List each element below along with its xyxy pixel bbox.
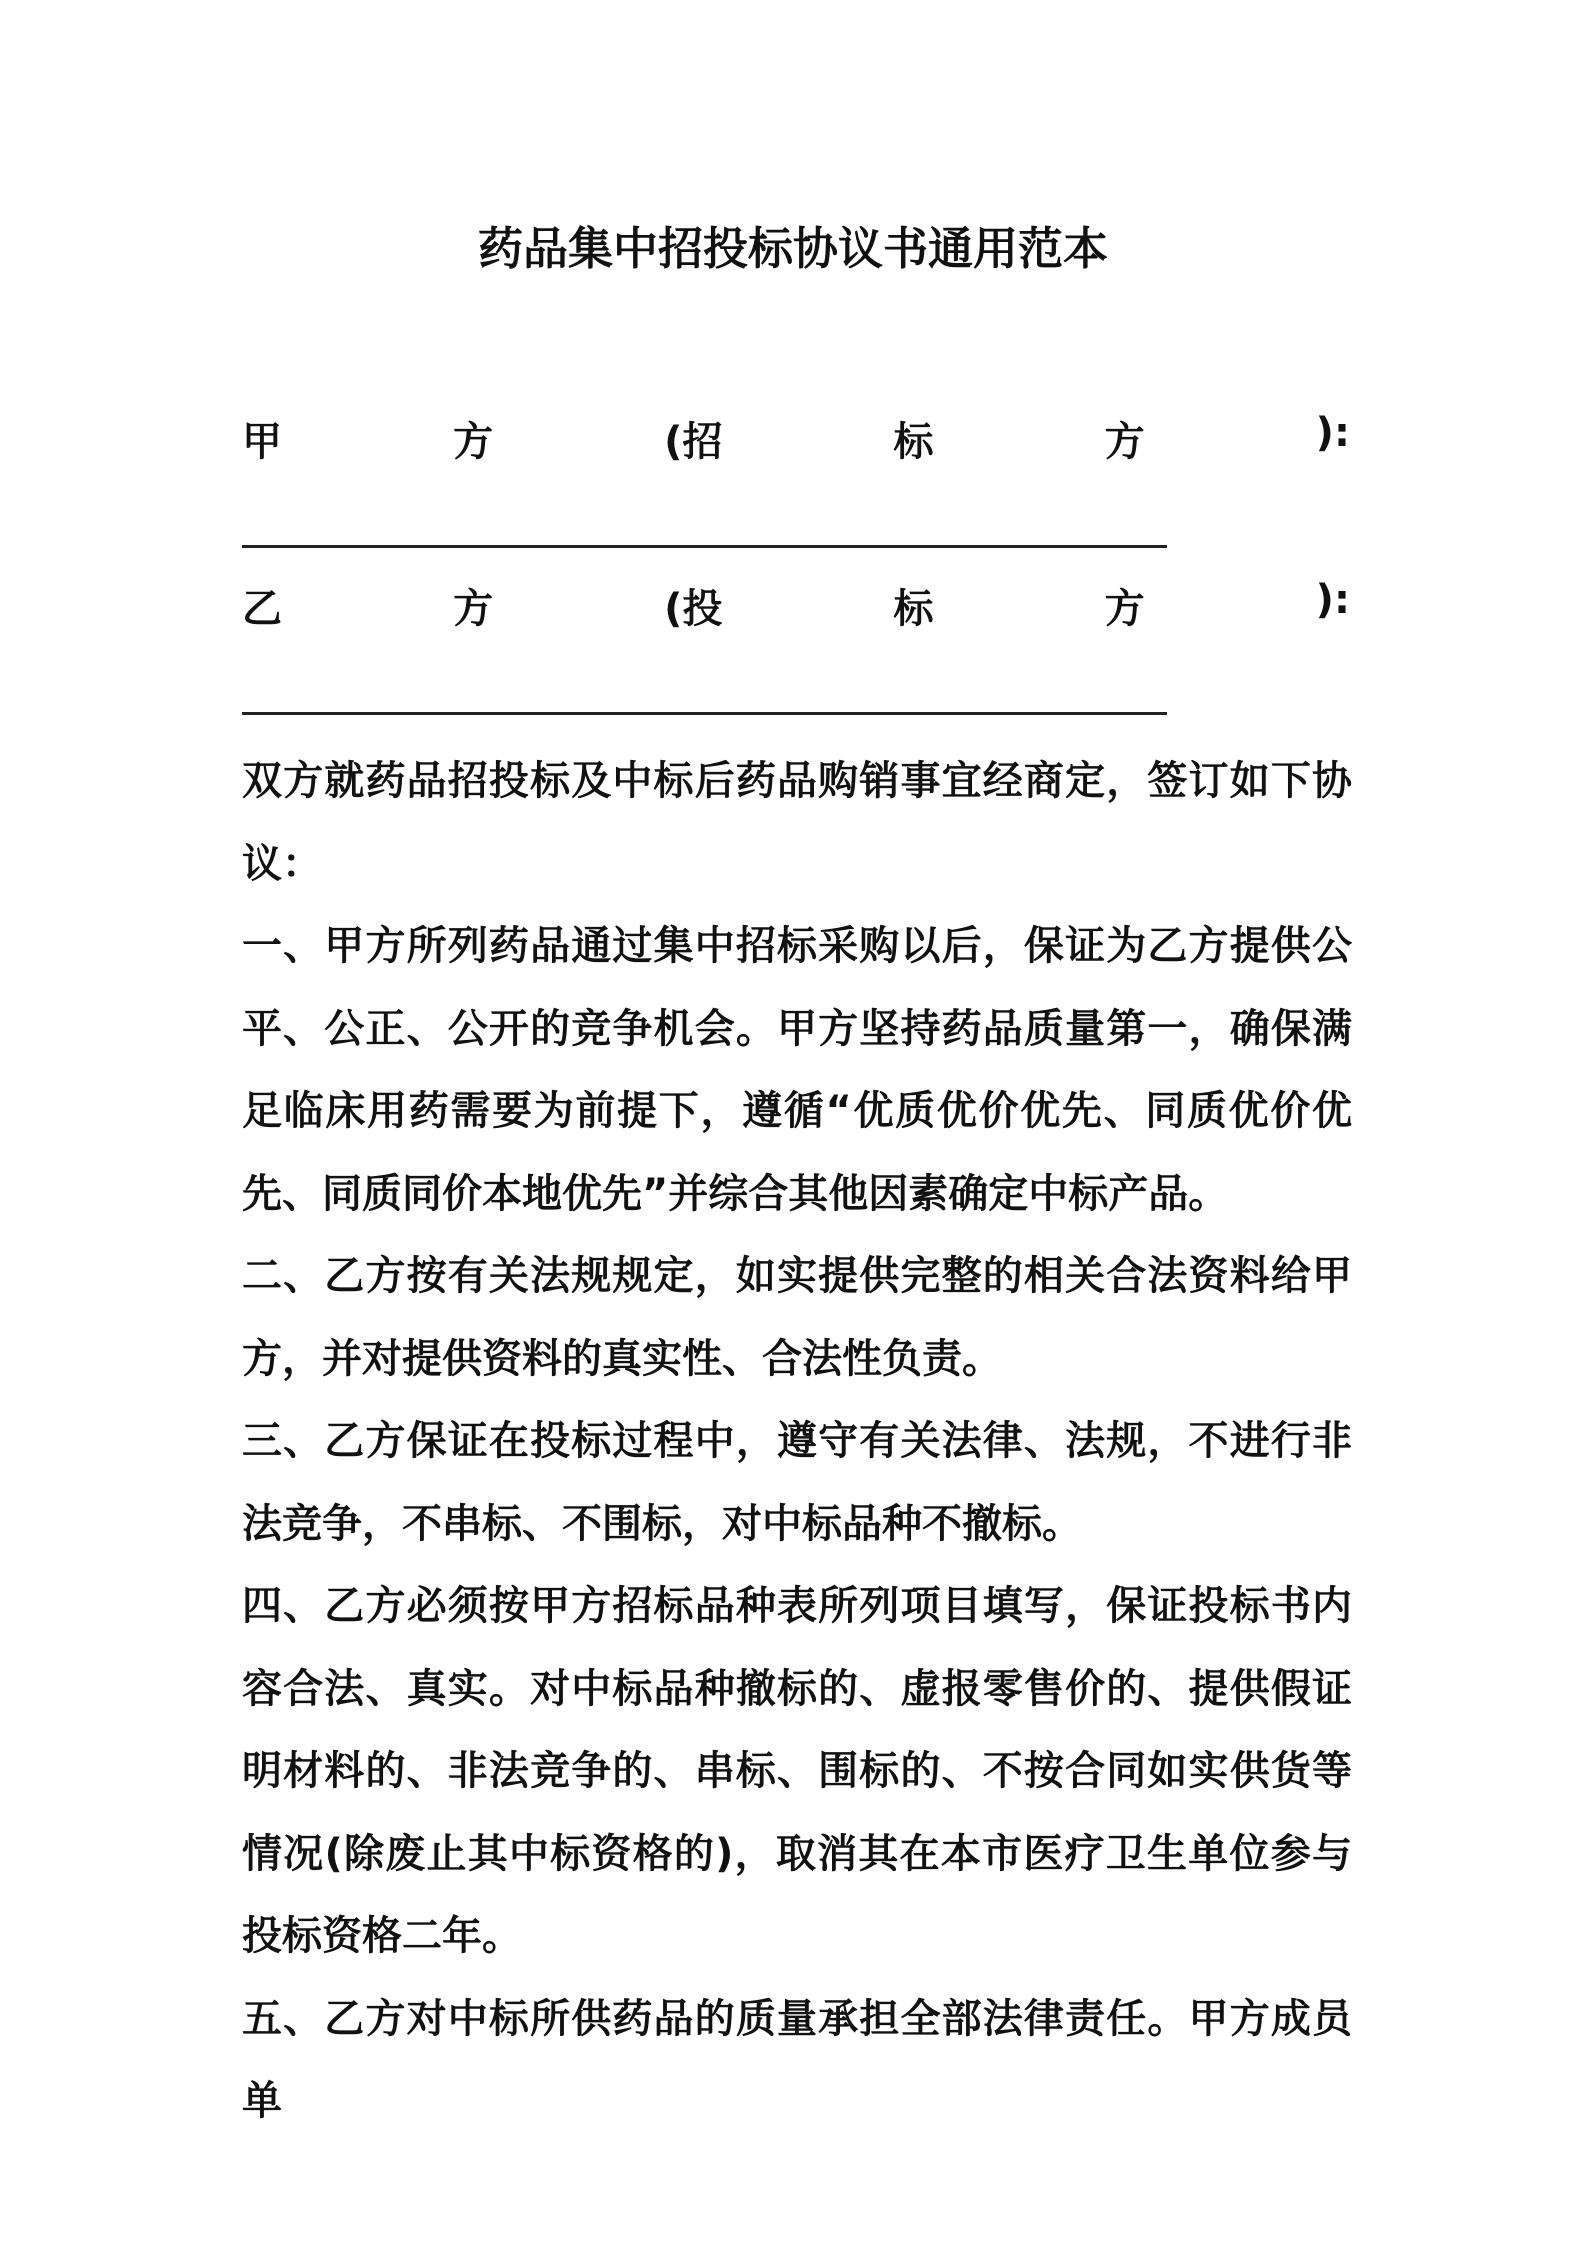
party-b-word: 标	[893, 586, 934, 632]
party-a-word: 甲	[242, 419, 282, 465]
party-b-word: (投	[664, 586, 723, 632]
clause-3: 三、乙方保证在投标过程中，遵守有关法律、法规，不进行非法竞争，不串标、不围标，对中标品种不撤标。	[242, 1418, 1352, 1547]
clause-1: 一、甲方所列药品通过集中招标采购以后，保证为乙方提供公平、公正、公开的竞争机会。甲方坚持药品质量第一，确保满足临床用药需要为前提下，遵循“优质优价优先、同质优价优先、同质同价本地优先”并综合其他因素确定中标产品。	[242, 923, 1352, 1217]
agreement-body	[242, 740, 1352, 2143]
party-a-fill-line	[242, 545, 1167, 548]
party-b-word: 乙	[242, 586, 282, 632]
party-a-word: 方	[1104, 419, 1145, 465]
document-title: 药品集中招投标协议书通用范本	[477, 222, 1108, 275]
party-b-fill-line	[242, 712, 1167, 715]
party-b-word: 方	[453, 586, 494, 632]
party-b-word: ):	[1315, 577, 1350, 623]
clause-4: 四、乙方必须按甲方招标品种表所列项目填写，保证投标书内容合法、真实。对中标品种撤标的、虚报零售价的、提供假证明材料的、非法竞争的、串标、围标的、不按合同如实供货等情况(除废止其中标资格的)，取消其在本市医疗卫生单位参与投标资格二年。	[242, 1583, 1352, 1959]
party-a-line	[242, 410, 1350, 467]
party-a-word: 方	[453, 419, 494, 465]
party-a-word: 标	[893, 419, 934, 465]
party-b-line	[242, 577, 1350, 634]
party-a-word: ):	[1315, 410, 1350, 456]
party-b-word: 方	[1104, 586, 1145, 632]
intro-paragraph: 双方就药品招投标及中标后药品购销事宜经商定，签订如下协议：	[242, 758, 1352, 887]
party-a-word: (招	[664, 419, 723, 465]
clause-2: 二、乙方按有关法规规定，如实提供完整的相关合法资料给甲方，并对提供资料的真实性、合法性负责。	[242, 1253, 1352, 1382]
clause-5: 五、乙方对中标所供药品的质量承担全部法律责任。甲方成员单	[242, 1995, 1352, 2124]
